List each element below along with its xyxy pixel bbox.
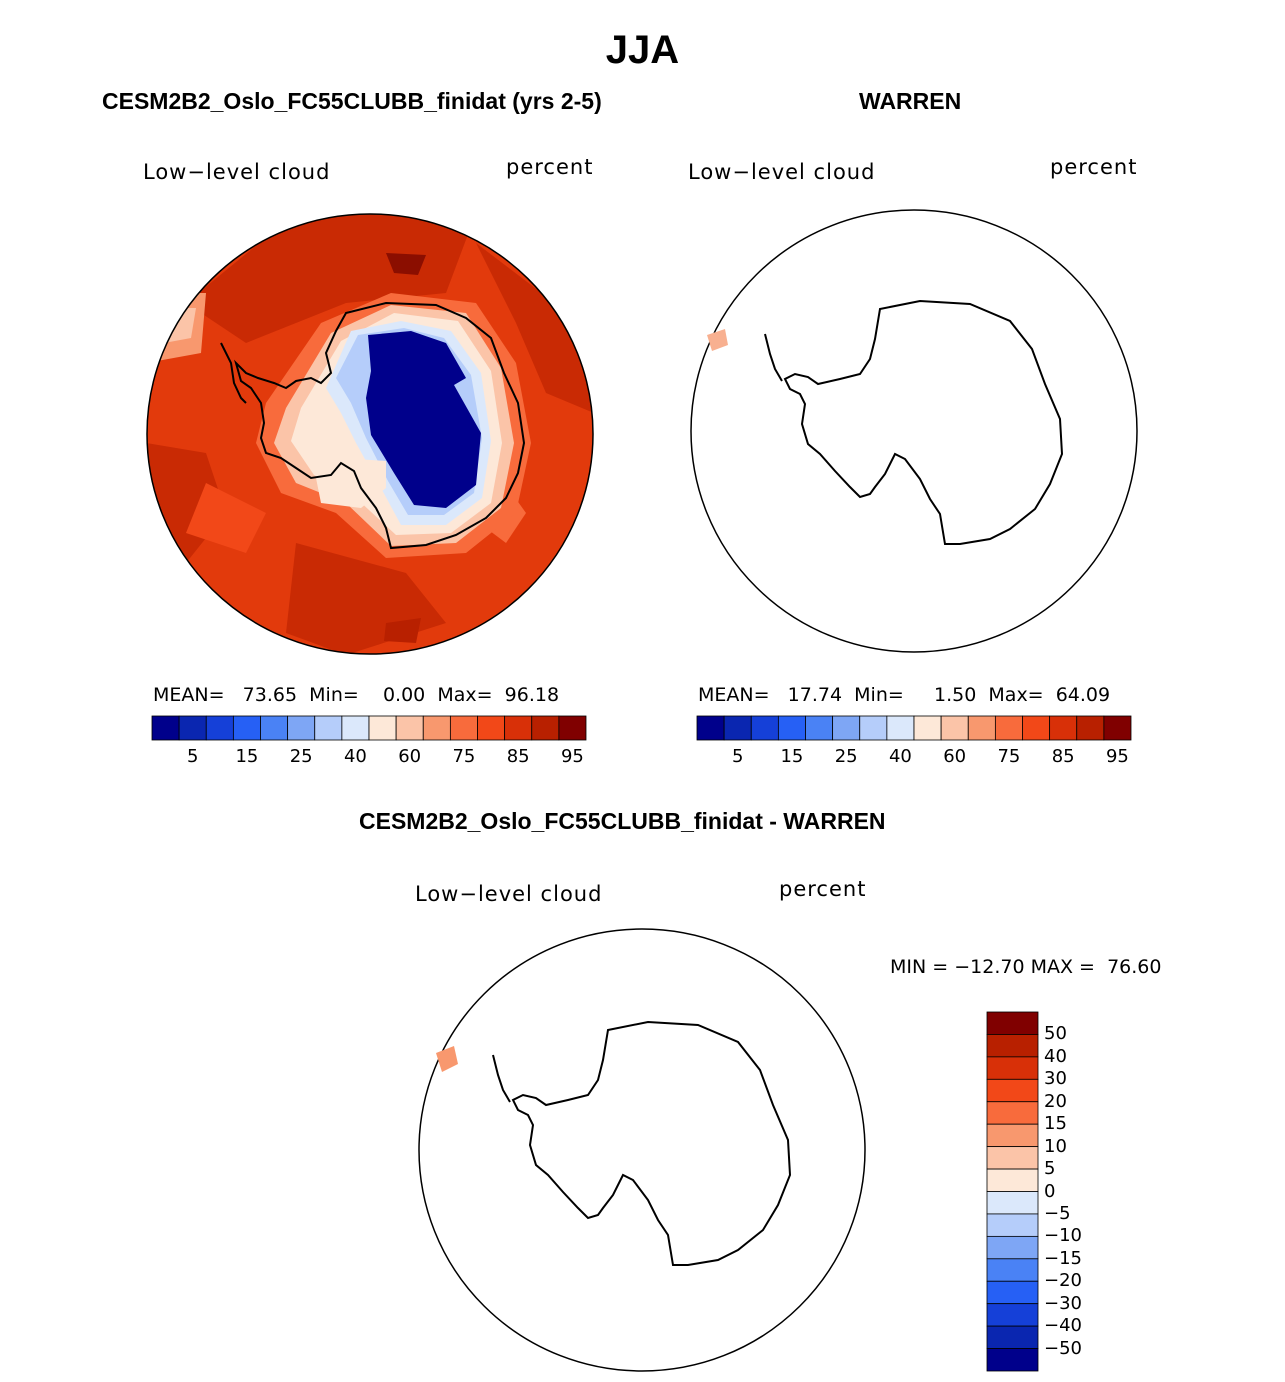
colorbar-tick-label: −30 — [1044, 1292, 1082, 1314]
colorbar-tick-label: −50 — [1044, 1337, 1082, 1359]
obs-variable-label: Low−level cloud — [688, 160, 876, 184]
colorbar-tick-label: 60 — [398, 746, 422, 767]
colorbar-box — [987, 1259, 1038, 1281]
model-max-value: 96.18 — [504, 684, 560, 706]
colorbar-box — [152, 716, 179, 740]
colorbar-tick-label: 60 — [943, 746, 967, 767]
colorbar-box — [987, 1102, 1038, 1124]
diff-stats — [890, 956, 1161, 978]
colorbar-box — [806, 716, 833, 740]
colorbar-box — [987, 1034, 1038, 1056]
colorbar-tick-label: 0 — [1044, 1180, 1056, 1202]
colorbar-box — [995, 716, 1022, 740]
colorbar-tick-label: 40 — [343, 746, 367, 767]
colorbar-tick-label: −40 — [1044, 1315, 1082, 1337]
colorbar-box — [1023, 716, 1050, 740]
diff-max-label: MAX = — [1030, 956, 1095, 978]
colorbar-box — [450, 716, 477, 740]
colorbar-box — [1077, 716, 1104, 740]
diff-map — [418, 928, 866, 1372]
obs-max-value: 64.09 — [1055, 684, 1111, 706]
colorbar-tick-label: 75 — [997, 746, 1021, 767]
colorbar-box — [559, 716, 586, 740]
colorbar-tick-label: 95 — [560, 746, 584, 767]
model-min-label: Min= — [309, 684, 359, 706]
colorbar-box — [941, 716, 968, 740]
model-mean-value: 73.65 — [242, 684, 298, 706]
colorbar-box — [288, 716, 315, 740]
colorbar-box — [206, 716, 233, 740]
obs-units-label: percent — [1050, 155, 1138, 179]
colorbar-tick-label: 15 — [1044, 1113, 1067, 1135]
model-units-label: percent — [506, 155, 594, 179]
model-min-value: 0.00 — [382, 684, 426, 706]
colorbar-box — [860, 716, 887, 740]
colorbar-box — [987, 1079, 1038, 1101]
colorbar-tick-label: −15 — [1044, 1247, 1082, 1269]
model-colorbar — [152, 716, 586, 740]
colorbar-box — [478, 716, 505, 740]
map-border — [419, 929, 865, 1371]
obs-stats — [698, 684, 1110, 706]
colorbar-box — [697, 716, 724, 740]
colorbar-tick-label: 50 — [1044, 1023, 1067, 1045]
obs-map — [690, 209, 1138, 653]
diff-max-value: 76.60 — [1107, 956, 1162, 978]
colorbar-tick-label: 95 — [1105, 746, 1129, 767]
model-mean-label: MEAN= — [153, 684, 225, 706]
obs-max-label: Max= — [988, 684, 1044, 706]
obs-colorbar — [697, 716, 1131, 740]
colorbar-box — [315, 716, 342, 740]
colorbar-box — [233, 716, 260, 740]
colorbar-box — [532, 716, 559, 740]
model-panel-title: CESM2B2_Oslo_FC55CLUBB_finidat (yrs 2-5) — [102, 88, 602, 114]
diff-min-label: MIN = — [890, 956, 949, 978]
colorbar-tick-label: 85 — [1051, 746, 1075, 767]
colorbar-tick-label: 40 — [1044, 1045, 1067, 1067]
colorbar-box — [987, 1012, 1038, 1034]
colorbar-tick-label: 30 — [1044, 1068, 1067, 1090]
model-stats — [153, 684, 559, 706]
colorbar-box — [505, 716, 532, 740]
colorbar-tick-label: 40 — [888, 746, 912, 767]
colorbar-box — [396, 716, 423, 740]
colorbar-box — [179, 716, 206, 740]
model-max-label: Max= — [437, 684, 493, 706]
colorbar-tick-label: 15 — [235, 746, 259, 767]
colorbar-box — [914, 716, 941, 740]
obs-panel-title: WARREN — [859, 88, 962, 114]
colorbar-box — [987, 1057, 1038, 1079]
colorbar-tick-label: −5 — [1044, 1202, 1071, 1224]
diff-panel-title: CESM2B2_Oslo_FC55CLUBB_finidat - WARREN — [359, 808, 886, 834]
colorbar-box — [724, 716, 751, 740]
colorbar-box — [1104, 716, 1131, 740]
colorbar-box — [1050, 716, 1077, 740]
colorbar-box — [987, 1147, 1038, 1169]
colorbar-box — [423, 716, 450, 740]
colorbar-box — [778, 716, 805, 740]
colorbar-box — [987, 1281, 1038, 1303]
colorbar-tick-label: 15 — [780, 746, 804, 767]
colorbar-tick-label: 25 — [834, 746, 858, 767]
diff-units-label: percent — [779, 877, 867, 901]
colorbar-tick-label: 5 — [186, 746, 199, 767]
obs-mean-value: 17.74 — [787, 684, 843, 706]
colorbar-box — [987, 1326, 1038, 1348]
colorbar-box — [342, 716, 369, 740]
colorbar-tick-label: −20 — [1044, 1270, 1082, 1292]
colorbar-tick-label: 10 — [1044, 1135, 1067, 1157]
model-map — [146, 213, 594, 655]
colorbar-box — [987, 1214, 1038, 1236]
colorbar-tick-label: 85 — [506, 746, 530, 767]
colorbar-box — [987, 1236, 1038, 1258]
map-border — [691, 210, 1137, 652]
colorbar-tick-label: 25 — [289, 746, 313, 767]
obs-min-value: 1.50 — [934, 684, 977, 706]
obs-min-label: Min= — [854, 684, 904, 706]
colorbar-box — [751, 716, 778, 740]
colorbar-box — [987, 1124, 1038, 1146]
colorbar-box — [987, 1349, 1038, 1371]
colorbar-box — [261, 716, 288, 740]
model-variable-label: Low−level cloud — [143, 160, 331, 184]
colorbar-box — [987, 1304, 1038, 1326]
diff-min-value: −12.70 — [954, 956, 1025, 978]
colorbar-box — [987, 1169, 1038, 1191]
colorbar-tick-label: 20 — [1044, 1090, 1067, 1112]
obs-mean-label: MEAN= — [698, 684, 770, 706]
colorbar-box — [369, 716, 396, 740]
diff-variable-label: Low−level cloud — [415, 882, 603, 906]
colorbar-box — [833, 716, 860, 740]
colorbar-tick-label: 5 — [731, 746, 744, 767]
colorbar-tick-label: 75 — [452, 746, 476, 767]
figure-title: JJA — [605, 28, 680, 72]
diff-colorbar — [987, 1012, 1038, 1371]
colorbar-tick-label: −10 — [1044, 1225, 1082, 1247]
colorbar-tick-label: 5 — [1044, 1158, 1056, 1180]
colorbar-box — [987, 1192, 1038, 1214]
colorbar-box — [887, 716, 914, 740]
colorbar-box — [968, 716, 995, 740]
